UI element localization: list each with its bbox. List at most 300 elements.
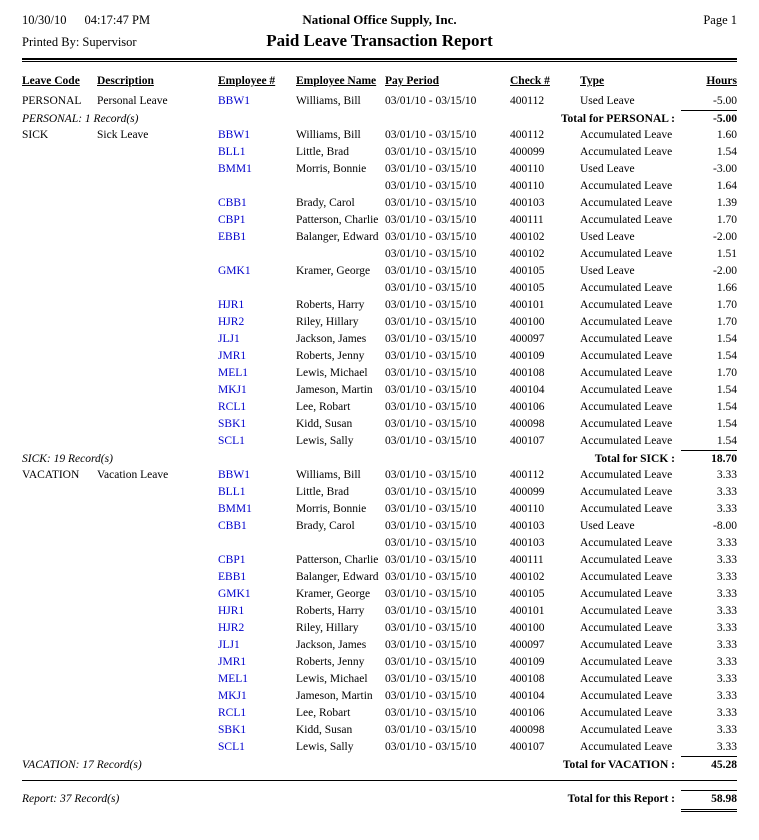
leave-section-personal [22,93,737,127]
table-row [22,518,737,535]
cell-type: Accumulated Leave [580,282,673,294]
cell-employee-number[interactable]: CBP1 [218,554,246,566]
cell-leave-code [22,671,97,688]
section-total-value: -5.00 [681,110,737,128]
cell-employee-number[interactable]: SBK1 [218,418,247,430]
cell-description [97,365,218,382]
header-line-1 [22,12,737,28]
cell-description: Sick Leave [97,129,149,141]
cell-leave-code [22,552,97,569]
cell-leave-code [22,484,97,501]
cell-pay-period: 03/01/10 - 03/15/10 [385,265,477,277]
cell-type: Accumulated Leave [580,129,673,141]
table-row [22,348,737,365]
cell-employee-number[interactable]: HJR1 [218,299,245,311]
cell-employee-number[interactable]: MKJ1 [218,384,247,396]
cell-type: Accumulated Leave [580,146,673,158]
cell-hours: 3.33 [716,605,737,617]
cell-check-number: 400103 [510,197,545,209]
table-row [22,382,737,399]
column-header-hours: Hours [706,75,737,87]
cell-hours: 3.33 [716,571,737,583]
column-header-pay-period: Pay Period [385,75,439,87]
cell-employee-number[interactable]: HJR2 [218,622,245,634]
cell-description [97,671,218,688]
cell-type: Accumulated Leave [580,707,673,719]
cell-leave-code [22,518,97,535]
cell-type: Accumulated Leave [580,367,673,379]
cell-employee-number[interactable]: MEL1 [218,673,249,685]
cell-hours: -2.00 [713,231,737,243]
cell-description [97,535,218,552]
cell-hours: 3.33 [716,673,737,685]
column-header-row [22,73,737,90]
cell-check-number: 400101 [510,605,545,617]
cell-leave-code [22,263,97,280]
report-date: 10/30/10 [22,13,67,27]
report-body [22,93,737,773]
cell-check-number: 400108 [510,367,545,379]
cell-employee-name [296,246,385,263]
leave-section-vacation [22,467,737,773]
cell-description [97,433,218,450]
cell-type: Accumulated Leave [580,401,673,413]
cell-type: Used Leave [580,163,635,175]
report-title: Paid Leave Transaction Report [266,31,493,50]
cell-hours: 1.70 [716,299,737,311]
cell-pay-period: 03/01/10 - 03/15/10 [385,146,477,158]
cell-check-number: 400098 [510,418,545,430]
cell-description [97,518,218,535]
table-row [22,416,737,433]
cell-pay-period: 03/01/10 - 03/15/10 [385,588,477,600]
cell-pay-period: 03/01/10 - 03/15/10 [385,299,477,311]
cell-type: Accumulated Leave [580,384,673,396]
table-row [22,603,737,620]
cell-type: Used Leave [580,231,635,243]
cell-hours: 3.33 [716,690,737,702]
cell-description [97,569,218,586]
cell-employee-number[interactable]: BMM1 [218,163,252,175]
section-total-label: Total for SICK : [594,453,675,465]
cell-type: Accumulated Leave [580,469,673,481]
column-header-type: Type [580,75,605,87]
cell-pay-period: 03/01/10 - 03/15/10 [385,282,477,294]
cell-hours: 3.33 [716,537,737,549]
cell-check-number: 400100 [510,622,545,634]
cell-employee-name: Lewis, Sally [296,741,354,753]
header-datetime [22,13,232,28]
cell-leave-code [22,178,97,195]
cell-employee-name: Jackson, James [296,333,367,345]
cell-employee-number[interactable]: BBW1 [218,95,250,107]
cell-description [97,603,218,620]
cell-pay-period: 03/01/10 - 03/15/10 [385,673,477,685]
cell-pay-period: 03/01/10 - 03/15/10 [385,486,477,498]
cell-description [97,552,218,569]
cell-pay-period: 03/01/10 - 03/15/10 [385,639,477,651]
cell-description [97,178,218,195]
cell-leave-code [22,144,97,161]
table-row [22,535,737,552]
cell-leave-code [22,212,97,229]
column-header-employee-number: Employee # [218,75,276,87]
cell-hours: 1.54 [716,384,737,396]
table-row [22,399,737,416]
cell-check-number: 400109 [510,350,545,362]
table-row [22,569,737,586]
cell-description [97,382,218,399]
cell-pay-period: 03/01/10 - 03/15/10 [385,316,477,328]
cell-pay-period: 03/01/10 - 03/15/10 [385,350,477,362]
cell-employee-name: Roberts, Harry [296,299,365,311]
cell-check-number: 400103 [510,520,545,532]
table-row [22,365,737,382]
cell-type: Accumulated Leave [580,554,673,566]
table-row [22,722,737,739]
cell-type: Accumulated Leave [580,486,673,498]
cell-type: Accumulated Leave [580,690,673,702]
cell-leave-code [22,161,97,178]
cell-hours: 1.54 [716,146,737,158]
cell-description [97,246,218,263]
table-row [22,127,737,144]
cell-description [97,484,218,501]
cell-type: Accumulated Leave [580,588,673,600]
cell-check-number: 400112 [510,469,545,481]
company-name: National Office Supply, Inc. [302,12,457,27]
cell-leave-code [22,637,97,654]
cell-check-number: 400103 [510,537,545,549]
cell-hours: 1.54 [716,418,737,430]
cell-employee-name: Morris, Bonnie [296,163,367,175]
cell-employee-name: Brady, Carol [296,520,355,532]
table-row [22,654,737,671]
cell-pay-period: 03/01/10 - 03/15/10 [385,367,477,379]
cell-description [97,348,218,365]
cell-employee-number[interactable]: BLL1 [218,486,246,498]
cell-employee-number [218,178,296,195]
table-row [22,212,737,229]
cell-employee-number[interactable]: HJR2 [218,316,245,328]
cell-leave-code [22,586,97,603]
cell-employee-name: Kidd, Susan [296,724,353,736]
cell-description [97,722,218,739]
cell-type: Accumulated Leave [580,180,673,192]
cell-employee-number[interactable]: CBB1 [218,197,247,209]
cell-pay-period: 03/01/10 - 03/15/10 [385,537,477,549]
cell-pay-period: 03/01/10 - 03/15/10 [385,554,477,566]
cell-check-number: 400099 [510,486,545,498]
cell-description [97,331,218,348]
cell-check-number: 400109 [510,656,545,668]
column-header-description: Description [97,75,154,87]
cell-employee-number[interactable]: HJR1 [218,605,245,617]
cell-employee-number[interactable]: RCL1 [218,707,247,719]
cell-check-number: 400110 [510,163,545,175]
cell-employee-number[interactable]: SBK1 [218,724,247,736]
cell-hours: -3.00 [713,163,737,175]
cell-type: Accumulated Leave [580,299,673,311]
cell-description [97,314,218,331]
cell-description [97,229,218,246]
cell-hours: 3.33 [716,554,737,566]
cell-leave-code [22,280,97,297]
cell-leave-code [22,569,97,586]
cell-type: Accumulated Leave [580,316,673,328]
cell-hours: 3.33 [716,486,737,498]
cell-hours: 3.33 [716,656,737,668]
cell-pay-period: 03/01/10 - 03/15/10 [385,95,477,107]
cell-leave-code [22,501,97,518]
cell-pay-period: 03/01/10 - 03/15/10 [385,401,477,413]
cell-employee-name: Riley, Hillary [296,622,359,634]
cell-employee-name: Kidd, Susan [296,418,353,430]
cell-employee-number[interactable]: JLJ1 [218,333,240,345]
table-row [22,246,737,263]
table-row [22,144,737,161]
cell-employee-name: Lee, Robart [296,707,351,719]
cell-description [97,297,218,314]
cell-description [97,263,218,280]
cell-employee-number[interactable]: JMR1 [218,656,247,668]
cell-type: Accumulated Leave [580,214,673,226]
column-header-leave-code: Leave Code [22,75,80,87]
cell-type: Accumulated Leave [580,673,673,685]
cell-employee-number[interactable]: EBB1 [218,571,247,583]
cell-employee-number[interactable]: BMM1 [218,503,252,515]
cell-description: Personal Leave [97,95,168,107]
cell-pay-period: 03/01/10 - 03/15/10 [385,707,477,719]
section-record-count: PERSONAL: 1 Record(s) [22,113,139,125]
cell-leave-code [22,603,97,620]
header-line-2 [22,31,737,51]
cell-description [97,637,218,654]
cell-hours: 1.70 [716,367,737,379]
table-row [22,229,737,246]
cell-type: Accumulated Leave [580,333,673,345]
cell-hours: 3.33 [716,707,737,719]
cell-hours: 1.39 [716,197,737,209]
cell-pay-period: 03/01/10 - 03/15/10 [385,656,477,668]
cell-leave-code [22,688,97,705]
cell-description [97,501,218,518]
table-row [22,280,737,297]
cell-employee-number[interactable]: BBW1 [218,469,250,481]
cell-leave-code [22,297,97,314]
cell-hours: 3.33 [716,469,737,481]
cell-type: Accumulated Leave [580,350,673,362]
cell-hours: 3.33 [716,622,737,634]
cell-employee-name: Williams, Bill [296,469,361,481]
section-total-label: Total for PERSONAL : [560,113,675,125]
cell-type: Accumulated Leave [580,571,673,583]
cell-pay-period: 03/01/10 - 03/15/10 [385,248,477,260]
cell-check-number: 400097 [510,639,545,651]
section-record-count: SICK: 19 Record(s) [22,453,113,465]
cell-check-number: 400097 [510,333,545,345]
cell-pay-period: 03/01/10 - 03/15/10 [385,180,477,192]
cell-check-number: 400110 [510,503,545,515]
cell-pay-period: 03/01/10 - 03/15/10 [385,520,477,532]
cell-description [97,416,218,433]
table-row [22,501,737,518]
cell-hours: 1.51 [716,248,737,260]
cell-check-number: 400111 [510,554,544,566]
report-time: 04:17:47 PM [84,13,151,27]
table-row [22,433,737,450]
cell-check-number: 400104 [510,690,545,702]
cell-employee-name: Roberts, Harry [296,605,365,617]
cell-type: Used Leave [580,520,635,532]
report-record-count: Report: 37 Record(s) [22,793,120,805]
cell-employee-name: Lee, Robart [296,401,351,413]
cell-employee-name: Jackson, James [296,639,367,651]
cell-employee-number[interactable]: BBW1 [218,129,250,141]
cell-description [97,688,218,705]
cell-check-number: 400105 [510,282,545,294]
cell-pay-period: 03/01/10 - 03/15/10 [385,469,477,481]
cell-employee-number[interactable]: GMK1 [218,588,251,600]
page-number: Page 1 [703,13,737,27]
cell-employee-number[interactable]: CBP1 [218,214,246,226]
cell-hours: 3.33 [716,741,737,753]
cell-employee-name: Little, Brad [296,486,350,498]
cell-pay-period: 03/01/10 - 03/15/10 [385,163,477,175]
cell-employee-number[interactable]: GMK1 [218,265,251,277]
table-row [22,705,737,722]
cell-hours: 3.33 [716,724,737,736]
leave-section-sick [22,127,737,467]
table-row [22,467,737,484]
cell-employee-name: Little, Brad [296,146,350,158]
cell-employee-number[interactable]: MEL1 [218,367,249,379]
column-header-check-number: Check # [510,75,550,87]
column-header-employee-name: Employee Name [296,75,377,87]
cell-employee-number[interactable]: MKJ1 [218,690,247,702]
cell-leave-code: SICK [22,129,49,141]
cell-pay-period: 03/01/10 - 03/15/10 [385,435,477,447]
cell-type: Accumulated Leave [580,537,673,549]
section-total-row [22,756,737,773]
cell-pay-period: 03/01/10 - 03/15/10 [385,231,477,243]
cell-hours: 1.54 [716,350,737,362]
cell-leave-code: VACATION [22,469,80,481]
cell-description [97,161,218,178]
cell-employee-number [218,535,296,552]
cell-pay-period: 03/01/10 - 03/15/10 [385,214,477,226]
cell-employee-number[interactable]: SCL1 [218,435,245,447]
cell-leave-code [22,229,97,246]
cell-pay-period: 03/01/10 - 03/15/10 [385,129,477,141]
cell-pay-period: 03/01/10 - 03/15/10 [385,690,477,702]
cell-check-number: 400106 [510,707,545,719]
cell-employee-name: Riley, Hillary [296,316,359,328]
cell-description [97,144,218,161]
cell-type: Used Leave [580,95,635,107]
table-row [22,178,737,195]
cell-leave-code [22,416,97,433]
cell-employee-name: Jameson, Martin [296,690,373,702]
cell-employee-name: Lewis, Sally [296,435,354,447]
table-row [22,671,737,688]
cell-hours: 1.54 [716,435,737,447]
cell-type: Accumulated Leave [580,639,673,651]
cell-employee-name: Williams, Bill [296,129,361,141]
cell-hours: 3.33 [716,639,737,651]
cell-employee-number[interactable]: JLJ1 [218,639,240,651]
cell-hours: 1.70 [716,316,737,328]
cell-type: Accumulated Leave [580,741,673,753]
table-row [22,297,737,314]
cell-leave-code [22,365,97,382]
table-row [22,620,737,637]
cell-employee-name: Lewis, Michael [296,367,368,379]
cell-employee-name: Kramer, George [296,265,371,277]
cell-leave-code [22,722,97,739]
cell-check-number: 400102 [510,571,545,583]
table-row [22,586,737,603]
section-record-count: VACATION: 17 Record(s) [22,759,142,771]
cell-employee-number [218,280,296,297]
cell-type: Accumulated Leave [580,724,673,736]
cell-leave-code [22,348,97,365]
cell-employee-number[interactable]: EBB1 [218,231,247,243]
cell-employee-name: Patterson, Charlie [296,554,379,566]
cell-employee-number[interactable]: SCL1 [218,741,245,753]
cell-leave-code [22,620,97,637]
section-total-row [22,450,737,467]
cell-pay-period: 03/01/10 - 03/15/10 [385,197,477,209]
cell-hours: 1.54 [716,333,737,345]
cell-employee-name: Williams, Bill [296,95,361,107]
cell-pay-period: 03/01/10 - 03/15/10 [385,418,477,430]
table-row [22,552,737,569]
cell-employee-name: Roberts, Jenny [296,350,365,362]
cell-type: Accumulated Leave [580,622,673,634]
cell-check-number: 400107 [510,435,545,447]
table-row [22,93,737,110]
cell-check-number: 400112 [510,95,545,107]
cell-employee-name: Brady, Carol [296,197,355,209]
cell-pay-period: 03/01/10 - 03/15/10 [385,724,477,736]
cell-employee-number[interactable]: CBB1 [218,520,247,532]
cell-employee-name: Lewis, Michael [296,673,368,685]
cell-pay-period: 03/01/10 - 03/15/10 [385,503,477,515]
cell-leave-code [22,331,97,348]
cell-type: Used Leave [580,265,635,277]
cell-pay-period: 03/01/10 - 03/15/10 [385,622,477,634]
cell-employee-name: Patterson, Charlie [296,214,379,226]
cell-check-number: 400107 [510,741,545,753]
cell-description [97,654,218,671]
cell-employee-number[interactable]: BLL1 [218,146,246,158]
cell-check-number: 400106 [510,401,545,413]
cell-leave-code [22,399,97,416]
report-total-row [22,790,737,812]
cell-check-number: 400100 [510,316,545,328]
cell-employee-name [296,280,385,297]
cell-description [97,620,218,637]
report-total-value: 58.98 [681,790,737,812]
cell-leave-code [22,739,97,756]
cell-check-number: 400105 [510,265,545,277]
cell-employee-number[interactable]: RCL1 [218,401,247,413]
cell-type: Accumulated Leave [580,248,673,260]
cell-description [97,586,218,603]
cell-leave-code [22,433,97,450]
cell-employee-number[interactable]: JMR1 [218,350,247,362]
